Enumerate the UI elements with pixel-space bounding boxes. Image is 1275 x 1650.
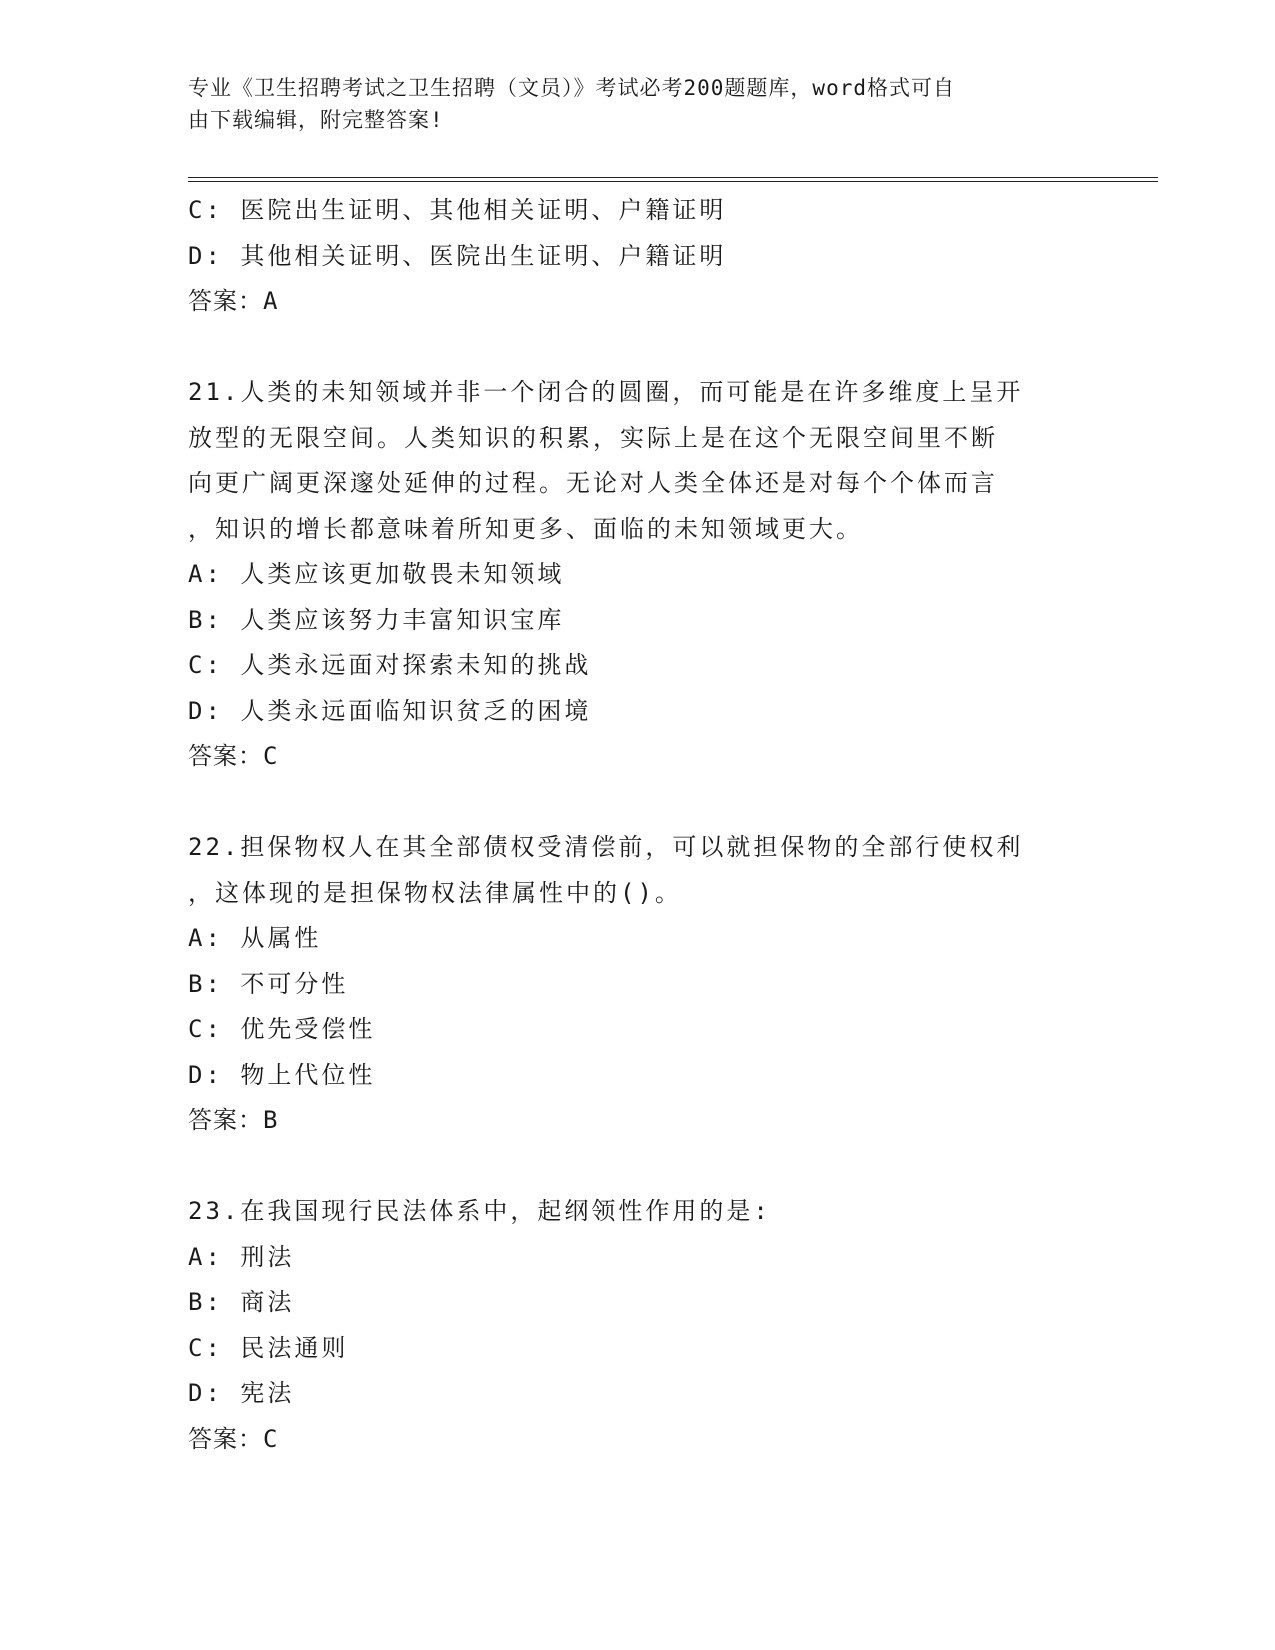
question-stem-line: 23.在我国现行民法体系中，起纲领性作用的是: [188,1197,771,1225]
option-a: A: 人类应该更加敬畏未知领域 [188,560,565,588]
answer-line: 答案：C [188,742,279,770]
header-line: 专业《卫生招聘考试之卫生招聘（文员）》考试必考200题题库，word格式可自 [188,76,955,100]
question-21 [188,370,1088,780]
option-c: C: 优先受偿性 [188,1015,376,1043]
option-b: B: 不可分性 [188,969,349,998]
question-stem-line: ，知识的增长都意味着所知更多、面临的未知领域更大。 [188,514,863,543]
option-d: D: 物上代位性 [188,1060,376,1089]
option-c: C: 医院出生证明、其他相关证明、户籍证明 [188,196,727,224]
spacer [188,325,1088,371]
option-d: D: 人类永远面临知识贫乏的困境 [188,696,592,725]
option-c: C: 民法通则 [188,1333,349,1362]
answer-line: 答案：C [188,1424,279,1453]
question-stem-line: ，这体现的是担保物权法律属性中的()。 [188,878,682,907]
spacer [188,780,1088,826]
option-a: A: 从属性 [188,924,322,952]
question-stem-line: 向更广阔更深邃处延伸的过程。无论对人类全体还是对每个个体而言 [188,469,998,497]
document-header [188,72,1068,136]
question-list [188,188,1088,1462]
option-b: B: 商法 [188,1288,295,1316]
option-d: D: 其他相关证明、医院出生证明、户籍证明 [188,241,727,270]
question-stem-line: 放型的无限空间。人类知识的积累，实际上是在这个无限空间里不断 [188,423,998,452]
option-c: C: 人类永远面对探索未知的挑战 [188,651,592,679]
header-double-rule [188,177,1158,182]
option-d: D: 宪法 [188,1379,295,1407]
question-22 [188,825,1088,1144]
answer-line: 答案：A [188,287,279,315]
question-23 [188,1189,1088,1462]
answer-line: 答案：B [188,1106,279,1134]
question-stem-line: 21.人类的未知领域并非一个闭合的圆圈，而可能是在许多维度上呈开 [188,378,1024,406]
option-b: B: 人类应该努力丰富知识宝库 [188,605,565,634]
question-previous [188,188,1088,325]
option-a: A: 刑法 [188,1242,295,1271]
question-stem-line: 22.担保物权人在其全部债权受清偿前，可以就担保物的全部行使权利 [188,833,1024,861]
spacer [188,1144,1088,1190]
header-line: 由下载编辑，附完整答案! [188,108,444,132]
